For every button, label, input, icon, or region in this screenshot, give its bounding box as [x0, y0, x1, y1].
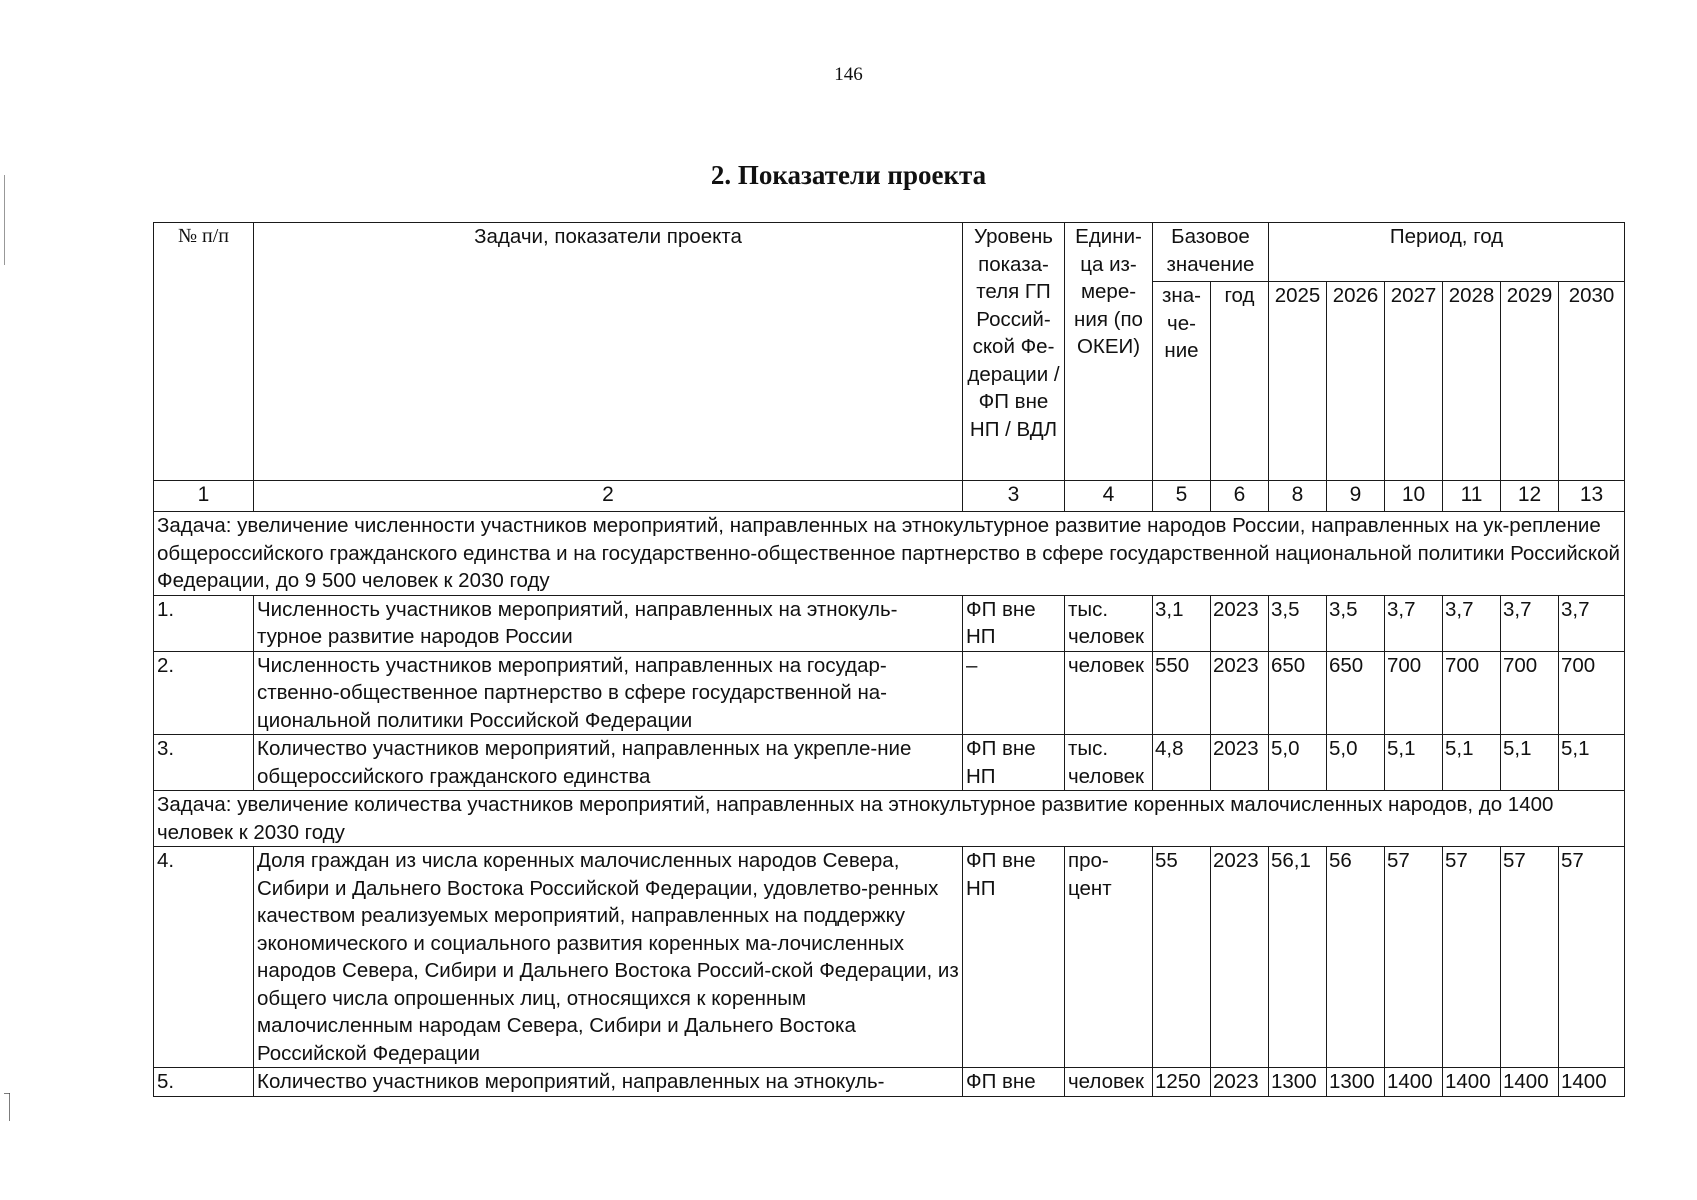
- indicator-name: Численность участников мероприятий, направленных на этнокуль-турное развитие народов России: [254, 595, 963, 651]
- value-2025: 3,5: [1269, 595, 1327, 651]
- base-value: 55: [1153, 847, 1211, 1068]
- value-2028: 3,7: [1443, 595, 1501, 651]
- column-number: 3: [963, 481, 1065, 512]
- indicator-level: ФП вне НП: [963, 595, 1065, 651]
- task-row: [154, 512, 1625, 596]
- value-2028: 700: [1443, 651, 1501, 735]
- header-year-2025: 2025: [1269, 282, 1327, 481]
- value-2029: 5,1: [1501, 735, 1559, 791]
- base-value: 550: [1153, 651, 1211, 735]
- value-2027: 700: [1385, 651, 1443, 735]
- scan-edge-mark: [4, 175, 5, 265]
- column-number: 6: [1211, 481, 1269, 512]
- value-2028: 57: [1443, 847, 1501, 1068]
- value-2030: 1400: [1559, 1068, 1625, 1097]
- column-number: 4: [1065, 481, 1153, 512]
- value-2025: 56,1: [1269, 847, 1327, 1068]
- header-level: Уровень показа-теля ГП Россий-ской Фе-дерации / ФП вне НП / ВДЛ: [963, 223, 1065, 481]
- page-number: 146: [834, 64, 863, 85]
- column-number: 2: [254, 481, 963, 512]
- indicator-unit: про-цент: [1065, 847, 1153, 1068]
- value-2030: 57: [1559, 847, 1625, 1068]
- value-2030: 700: [1559, 651, 1625, 735]
- value-2027: 1400: [1385, 1068, 1443, 1097]
- header-unit: Едини-ца из-мере-ния (по ОКЕИ): [1065, 223, 1153, 481]
- indicator-name: Количество участников мероприятий, направленных на этнокуль-: [254, 1068, 963, 1097]
- value-2029: 3,7: [1501, 595, 1559, 651]
- value-2030: 5,1: [1559, 735, 1625, 791]
- base-year: 2023: [1211, 735, 1269, 791]
- base-year: 2023: [1211, 651, 1269, 735]
- task-text: Задача: увеличение численности участников мероприятий, направленных на этнокультурное развитие народов России, направленных на ук-репление общероссийского гражданского единства и на государственно-общественное партнерство в сфере государственной национальной политики Российской Федерации, до 9 500 человек к 2030 году: [154, 512, 1625, 596]
- indicator-name: Численность участников мероприятий, направленных на государ-ственно-общественное партнерство в сфере государственной на-циональной политики Российской Федерации: [254, 651, 963, 735]
- value-2029: 700: [1501, 651, 1559, 735]
- row-number: 3.: [154, 735, 254, 791]
- column-number: 12: [1501, 481, 1559, 512]
- indicator-level: –: [963, 651, 1065, 735]
- header-num: № п/п: [154, 223, 254, 481]
- table-row: [154, 735, 1625, 791]
- header-row-1: [154, 223, 1625, 282]
- header-base: Базовое значение: [1153, 223, 1269, 282]
- row-number: 5.: [154, 1068, 254, 1097]
- value-2025: 1300: [1269, 1068, 1327, 1097]
- value-2027: 57: [1385, 847, 1443, 1068]
- header-year-2027: 2027: [1385, 282, 1443, 481]
- header-year-2030: 2030: [1559, 282, 1625, 481]
- value-2026: 5,0: [1327, 735, 1385, 791]
- base-year: 2023: [1211, 595, 1269, 651]
- value-2028: 1400: [1443, 1068, 1501, 1097]
- column-number: 10: [1385, 481, 1443, 512]
- value-2027: 5,1: [1385, 735, 1443, 791]
- header-base-year: год: [1211, 282, 1269, 481]
- table-row: [154, 1068, 1625, 1097]
- row-number: 1.: [154, 595, 254, 651]
- indicator-unit: тыс. человек: [1065, 595, 1153, 651]
- row-number: 4.: [154, 847, 254, 1068]
- column-number: 11: [1443, 481, 1501, 512]
- header-year-2028: 2028: [1443, 282, 1501, 481]
- header-task: Задачи, показатели проекта: [254, 223, 963, 481]
- base-value: 3,1: [1153, 595, 1211, 651]
- indicator-unit: тыс. человек: [1065, 735, 1153, 791]
- header-year-2029: 2029: [1501, 282, 1559, 481]
- scan-edge-mark: [9, 1093, 10, 1121]
- value-2025: 650: [1269, 651, 1327, 735]
- value-2029: 57: [1501, 847, 1559, 1068]
- column-numbers-row: [154, 481, 1625, 512]
- row-number: 2.: [154, 651, 254, 735]
- indicator-name: Доля граждан из числа коренных малочисленных народов Севера, Сибири и Дальнего Востока Российской Федерации, удовлетво-ренных качеством реализуемых мероприятий, направленных на поддержку экономического и социального развития коренных ма-лочисленных народов Севера, Сибири и Дальнего Востока Россий-ской Федерации, из общего числа опрошенных лиц, относящихся к коренным малочисленным народам Севера, Сибири и Дальнего Востока Российской Федерации: [254, 847, 963, 1068]
- column-number: 13: [1559, 481, 1625, 512]
- value-2028: 5,1: [1443, 735, 1501, 791]
- value-2026: 650: [1327, 651, 1385, 735]
- indicator-unit: человек: [1065, 651, 1153, 735]
- value-2026: 56: [1327, 847, 1385, 1068]
- base-year: 2023: [1211, 847, 1269, 1068]
- value-2025: 5,0: [1269, 735, 1327, 791]
- value-2030: 3,7: [1559, 595, 1625, 651]
- value-2026: 3,5: [1327, 595, 1385, 651]
- value-2027: 3,7: [1385, 595, 1443, 651]
- value-2029: 1400: [1501, 1068, 1559, 1097]
- indicator-level: ФП вне НП: [963, 735, 1065, 791]
- table-row: [154, 595, 1625, 651]
- column-number: 1: [154, 481, 254, 512]
- table-row: [154, 847, 1625, 1068]
- header-base-value: зна-че-ние: [1153, 282, 1211, 481]
- indicator-level: ФП вне НП: [963, 847, 1065, 1068]
- column-number: 5: [1153, 481, 1211, 512]
- header-period: Период, год: [1269, 223, 1625, 282]
- base-year: 2023: [1211, 1068, 1269, 1097]
- column-number: 8: [1269, 481, 1327, 512]
- table-row: [154, 651, 1625, 735]
- indicator-name: Количество участников мероприятий, направленных на укрепле-ние общероссийского гражданского единства: [254, 735, 963, 791]
- header-year-2026: 2026: [1327, 282, 1385, 481]
- column-number: 9: [1327, 481, 1385, 512]
- value-2026: 1300: [1327, 1068, 1385, 1097]
- base-value: 1250: [1153, 1068, 1211, 1097]
- indicator-level: ФП вне: [963, 1068, 1065, 1097]
- task-row: [154, 791, 1625, 847]
- page-title: 2. Показатели проекта: [710, 160, 987, 190]
- indicators-table: [153, 222, 1625, 1097]
- task-text: Задача: увеличение количества участников мероприятий, направленных на этнокультурное развитие коренных малочисленных народов, до 1400 человек к 2030 году: [154, 791, 1625, 847]
- indicator-unit: человек: [1065, 1068, 1153, 1097]
- base-value: 4,8: [1153, 735, 1211, 791]
